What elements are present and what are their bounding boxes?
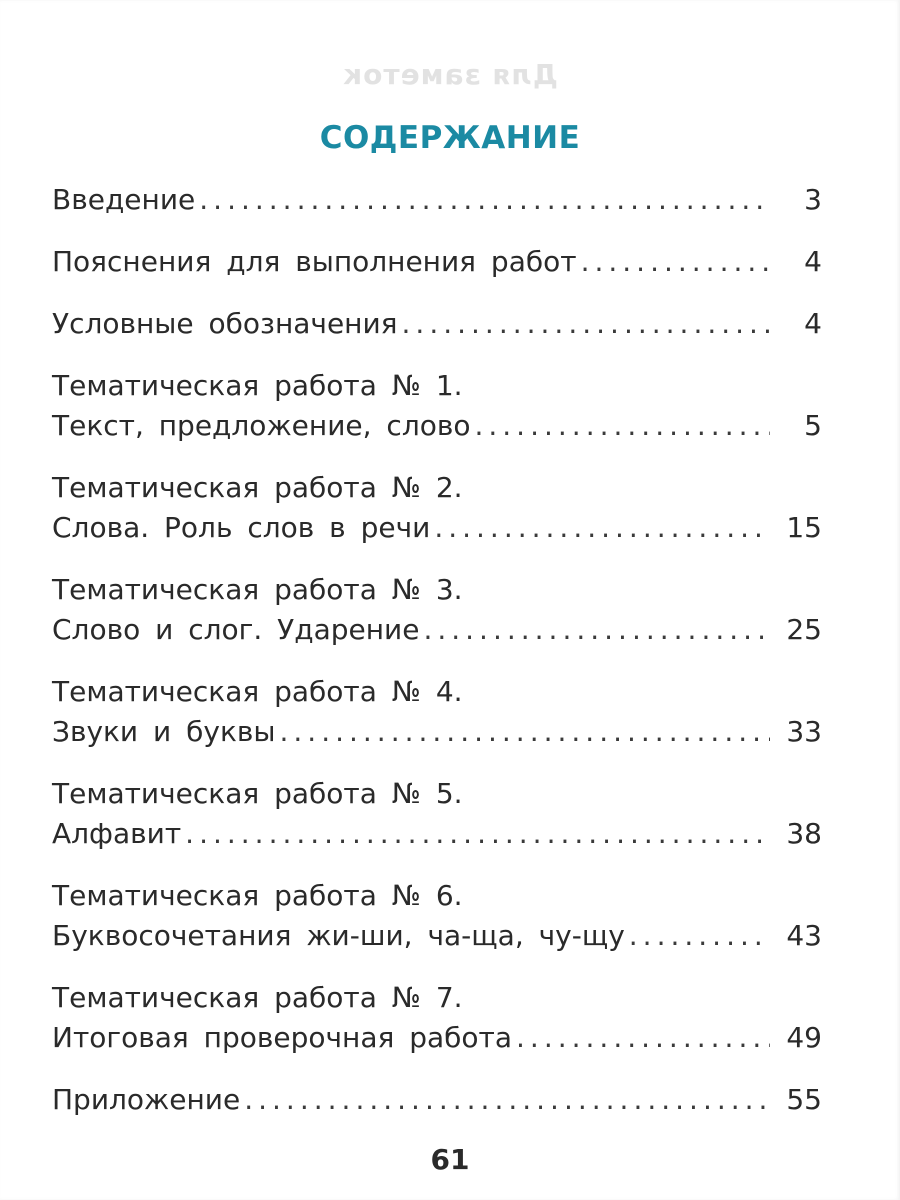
toc-page-number: 15 xyxy=(786,511,822,544)
toc-line xyxy=(52,1080,822,1120)
toc-leader-dots xyxy=(280,712,771,752)
toc-leader-dots xyxy=(185,814,770,854)
toc-entry-title: Звуки и буквы xyxy=(52,715,276,748)
toc-entry[interactable] xyxy=(52,672,822,752)
show-through-text: Для заметок xyxy=(342,58,558,91)
toc-line xyxy=(52,1018,822,1058)
toc-entry[interactable] xyxy=(52,468,822,548)
toc-page-number: 33 xyxy=(786,715,822,748)
toc-entry-title: Буквосочетания жи-ши, ча-ща, чу-щу xyxy=(52,919,625,952)
toc-leader-dots xyxy=(581,242,770,282)
toc-page-number: 55 xyxy=(786,1083,822,1116)
toc-entry[interactable] xyxy=(52,570,822,650)
toc-entry-title: Условные обозначения xyxy=(52,307,398,340)
toc-entry[interactable] xyxy=(52,774,822,854)
toc-entry-heading: Тематическая работа № 4. xyxy=(52,675,463,708)
toc-entry[interactable] xyxy=(52,876,822,956)
toc-leader-dots xyxy=(434,508,770,548)
toc-entry[interactable] xyxy=(52,978,822,1058)
page-number: 61 xyxy=(430,1143,470,1176)
toc-line xyxy=(52,508,822,548)
toc-entry[interactable] xyxy=(52,180,822,220)
toc-page-number: 43 xyxy=(786,919,822,952)
toc-entry-heading: Тематическая работа № 6. xyxy=(52,879,463,912)
toc-leader-dots xyxy=(516,1018,770,1058)
toc-entry-title: Алфавит xyxy=(52,817,182,850)
toc-entry-title: Приложение xyxy=(52,1083,241,1116)
toc-page-number: 49 xyxy=(786,1021,822,1054)
toc-entry-heading: Тематическая работа № 3. xyxy=(52,573,463,606)
toc-page-number: 38 xyxy=(786,817,822,850)
toc-line xyxy=(52,180,822,220)
toc-page-number: 4 xyxy=(804,245,822,278)
page-title: СОДЕРЖАНИЕ xyxy=(319,120,581,156)
toc-leader-dots xyxy=(402,304,770,344)
toc-entry[interactable] xyxy=(52,242,822,282)
toc-entry-title: Введение xyxy=(52,183,196,216)
toc-line xyxy=(52,406,822,446)
toc-entry[interactable] xyxy=(52,304,822,344)
toc-page-number: 3 xyxy=(804,183,822,216)
toc-entry-title: Слово и слог. Ударение xyxy=(52,613,420,646)
toc-entry-title: Слова. Роль слов в речи xyxy=(52,511,431,544)
toc-line xyxy=(52,304,822,344)
toc-leader-dots xyxy=(244,1080,770,1120)
toc-entry-heading: Тематическая работа № 2. xyxy=(52,471,463,504)
toc-entry[interactable] xyxy=(52,1080,822,1120)
toc-line xyxy=(52,242,822,282)
toc-page-number: 5 xyxy=(804,409,822,442)
toc-entry-title: Итоговая проверочная работа xyxy=(52,1021,513,1054)
toc-entry-heading: Тематическая работа № 1. xyxy=(52,369,463,402)
toc-entry-heading: Тематическая работа № 5. xyxy=(52,777,463,810)
toc-leader-dots xyxy=(199,180,770,220)
toc-entry-title: Пояснения для выполнения работ xyxy=(52,245,577,278)
toc-page-number: 25 xyxy=(786,613,822,646)
toc-line xyxy=(52,712,822,752)
toc-page-number: 4 xyxy=(804,307,822,340)
toc-entry[interactable] xyxy=(52,366,822,446)
toc-leader-dots xyxy=(629,916,770,956)
toc-entry-heading: Тематическая работа № 7. xyxy=(52,981,463,1014)
toc-leader-dots xyxy=(474,406,770,446)
toc-leader-dots xyxy=(423,610,770,650)
toc-line xyxy=(52,814,822,854)
toc-line xyxy=(52,610,822,650)
table-of-contents xyxy=(52,180,822,1142)
toc-line xyxy=(52,916,822,956)
toc-entry-title: Текст, предложение, слово xyxy=(52,409,471,442)
